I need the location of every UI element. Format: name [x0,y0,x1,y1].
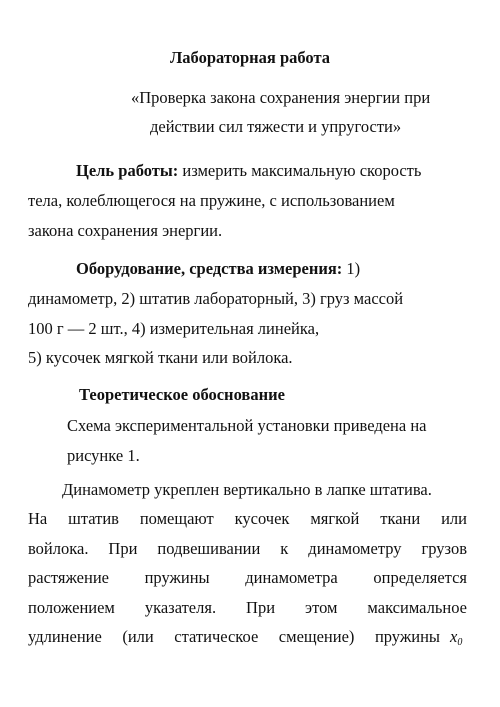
body-line-3: войлока. При подвешивании к динамометру грузов [28,539,467,558]
body-line-1: Динамометр укреплен вертикально в лапке штатива. [62,480,432,499]
equipment-line-3: 100 г — 2 шт., 4) измерительная линейка, [28,319,320,338]
equipment-text-1: 1) [342,259,361,278]
goal-text-1: измерить максимальную скорость [178,161,422,180]
equipment-paragraph-line-1 [76,259,360,279]
equipment-label: Оборудование, средства измерения: [76,259,343,278]
equipment-line-2: динамометр, 2) штатив лабораторный, 3) груз массой [28,289,404,308]
body-line-6: удлинение (или статическое смещение) пружины [28,627,440,646]
goal-label: Цель работы: [76,161,179,180]
body-line-4: растяжение пружины динамометра определяется [28,568,467,587]
x-subscript: 0 [457,637,463,648]
document-title: Лабораторная работа [170,48,330,67]
subtitle-line-2: действии сил тяжести и упругости» [150,117,402,136]
subtitle-line-1: «Проверка закона сохранения энергии при [131,88,431,107]
goal-line-2: тела, колеблющегося на пружине, с использованием [28,191,395,210]
x-symbol: x [450,627,458,646]
theory-heading: Теоретическое обоснование [79,385,285,404]
goal-paragraph-line-1 [76,161,421,181]
scheme-line-2: рисунке 1. [67,446,140,465]
body-line-5: положением указателя. При этом максимальное [28,598,467,617]
equipment-line-4: 5) кусочек мягкой ткани или войлока. [28,348,293,367]
body-line-2: На штатив помещают кусочек мягкой ткани или [28,509,467,528]
x0-symbol [450,627,462,653]
goal-line-3: закона сохранения энергии. [28,221,223,240]
scheme-line-1: Схема экспериментальной установки приведена на [67,416,427,435]
